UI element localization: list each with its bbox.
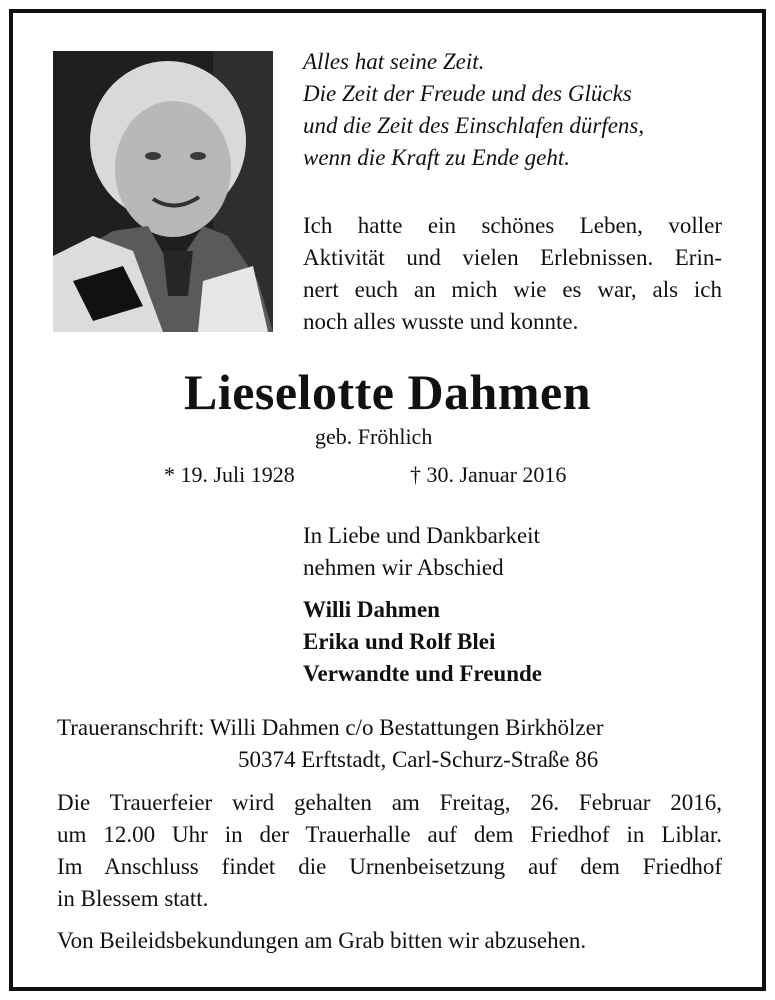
- portrait-photo: [53, 51, 273, 332]
- quote-line: Die Zeit der Freude und des Glücks: [303, 81, 632, 106]
- ceremony-line: um 12.00 Uhr in der Trauerhalle auf dem Friedhof in Liblar.: [57, 822, 722, 847]
- birth-date: * 19. Juli 1928: [164, 462, 295, 487]
- quote-line: Alles hat seine Zeit.: [303, 49, 485, 74]
- life-line: Aktivität und vielen Erlebnissen. Erin-: [303, 245, 722, 270]
- ceremony-line: Im Anschluss findet die Urnenbeisetzung auf dem Friedhof: [57, 854, 722, 879]
- mourners-list: [303, 594, 542, 690]
- life-statement: [303, 210, 722, 338]
- address-line: 50374 Erftstadt, Carl-Schurz-Straße 86: [238, 747, 599, 772]
- life-line: nert euch an mich wie es war, als ich: [303, 277, 722, 302]
- mourner-name: Verwandte und Freunde: [303, 661, 542, 686]
- death-date: † 30. Januar 2016: [410, 462, 567, 487]
- deceased-name: Lieselotte Dahmen: [183, 364, 592, 420]
- ceremony-line: in Blessem statt.: [57, 886, 209, 911]
- mourner-name: Erika und Rolf Blei: [303, 629, 496, 654]
- quote-line: und die Zeit des Einschlafen dürfens,: [303, 113, 645, 138]
- ceremony-line: Die Trauerfeier wird gehalten am Freitag, 26. Februar 2016,: [57, 790, 722, 815]
- life-line: noch alles wusste und konnte.: [303, 309, 579, 334]
- birth-name: geb. Fröhlich: [315, 424, 433, 449]
- poem-quote: [303, 46, 644, 174]
- closing-request: Von Beileidsbekundungen am Grab bitten wir abzusehen.: [57, 928, 587, 953]
- ceremony-info: [57, 787, 722, 915]
- quote-line: wenn die Kraft zu Ende geht.: [303, 145, 571, 170]
- mourner-name: Willi Dahmen: [303, 597, 440, 622]
- address-line: Traueranschrift: Willi Dahmen c/o Bestattungen Birkhölzer: [57, 715, 604, 740]
- intro-line: nehmen wir Abschied: [303, 555, 504, 580]
- life-line: Ich hatte ein schönes Leben, voller: [303, 213, 722, 238]
- farewell-intro: [303, 520, 540, 584]
- mourning-address: [57, 712, 603, 776]
- intro-line: In Liebe und Dankbarkeit: [303, 523, 540, 548]
